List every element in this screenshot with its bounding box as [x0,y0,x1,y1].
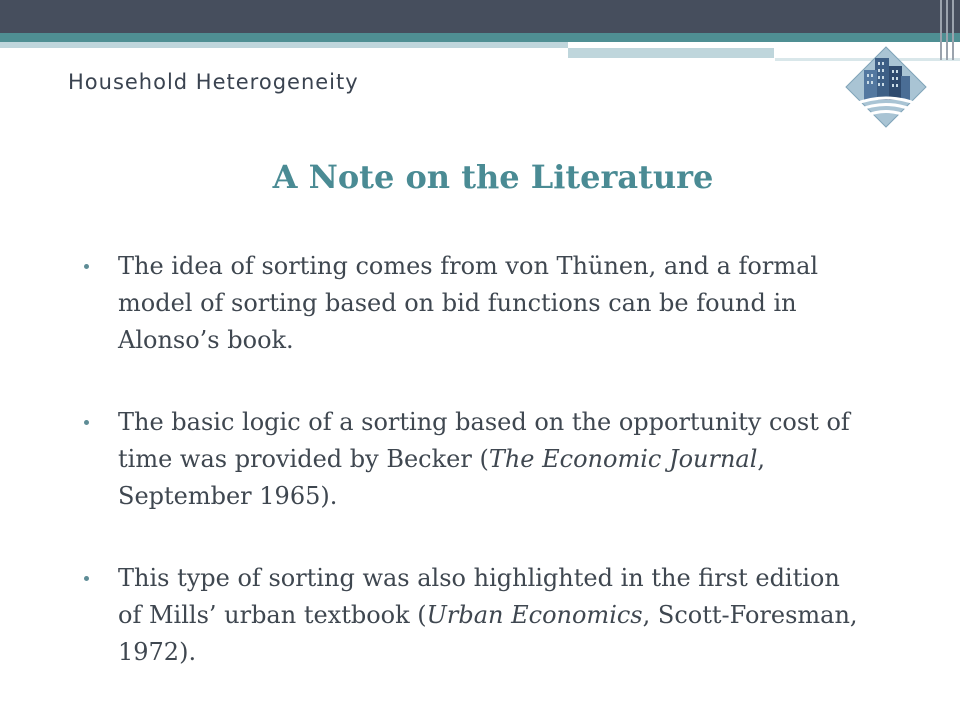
bullet-list [72,248,862,716]
bullet-text-before: This type of sorting was also highlighted in the first edition of Mills’ urban textbook ( [118,564,840,629]
city-buildings-logo-icon [845,46,927,128]
bullet-text: The idea of sorting comes from von Thünen, and a formal model of sorting based on bid functions can be found in Alonso’s book. [118,252,819,354]
book-title: Urban Economics [426,601,643,629]
bullet-item [72,248,862,359]
vertical-lines-decoration [938,0,960,60]
bullet-text-after: , September 1965). [118,445,766,510]
slide-title: A Note on the Literature [272,158,714,196]
section-title: Household Heterogeneity [68,70,359,94]
top-banner [0,0,960,33]
bullet-dot-icon [84,264,89,269]
bullet-dot-icon [84,576,89,581]
journal-title: The Economic Journal [488,445,758,473]
bullet-text-before: The basic logic of a sorting based on the opportunity cost of time was provided by Becker ( [118,408,850,473]
bullet-item [72,404,862,515]
light-stripe-middle [568,48,774,58]
bullet-text-after: , Scott-Foresman, 1972). [118,601,858,666]
light-stripe-left [0,42,568,48]
bullet-item [72,560,862,671]
accent-stripe [0,33,960,42]
bullet-dot-icon [84,420,89,425]
